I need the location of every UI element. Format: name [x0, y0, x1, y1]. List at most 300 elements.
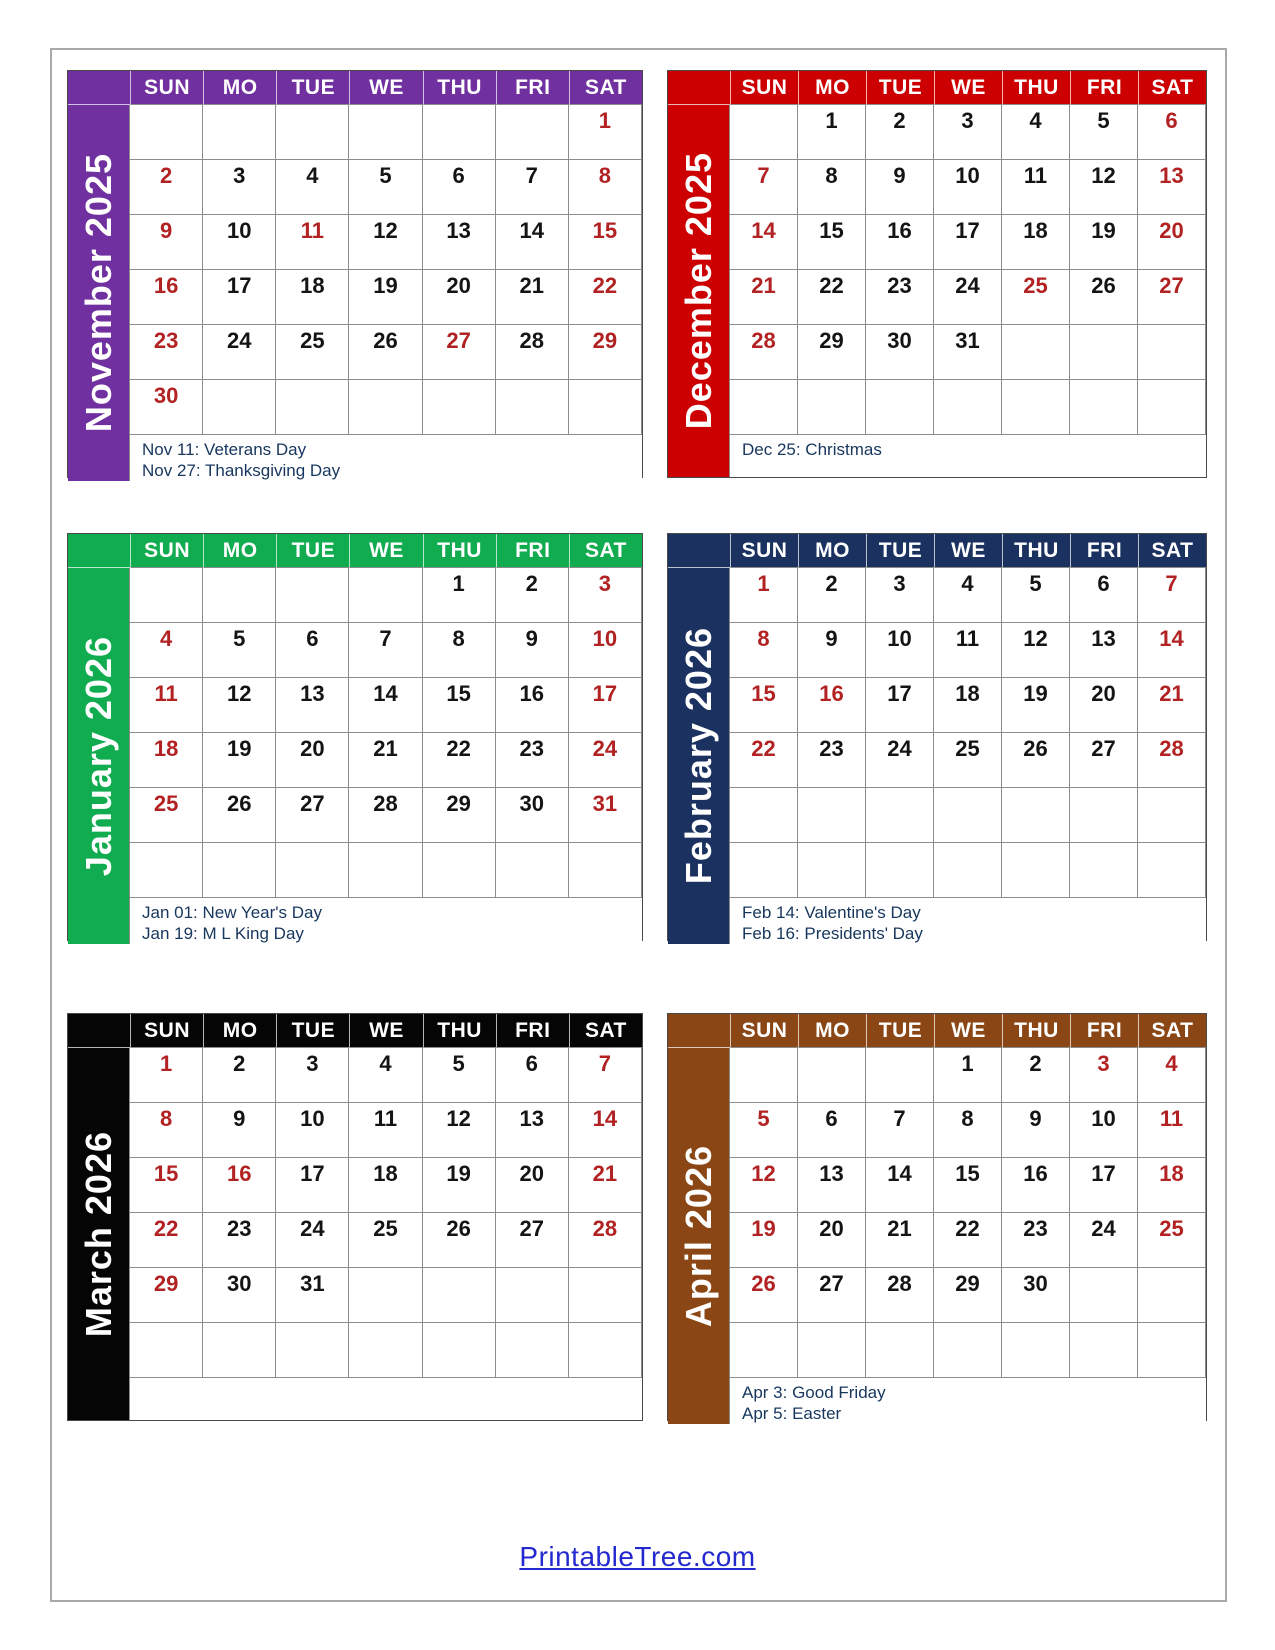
date-cell: 3 [276, 1048, 349, 1103]
date-cell: 9 [1002, 1103, 1070, 1158]
date-cell: 29 [934, 1268, 1002, 1323]
weekday-header: MO [203, 71, 276, 105]
date-cell: 8 [423, 623, 496, 678]
date-cell: 14 [496, 215, 569, 270]
date-cell: 16 [203, 1158, 276, 1213]
date-cell: 18 [1138, 1158, 1206, 1213]
weekday-header: SUN [730, 534, 798, 568]
date-cell: 29 [569, 325, 642, 380]
date-cell: 23 [203, 1213, 276, 1268]
date-cell: 24 [1070, 1213, 1138, 1268]
date-cell: 22 [798, 270, 866, 325]
date-cell-empty [730, 380, 798, 435]
date-cell-empty [130, 568, 203, 623]
date-cell: 7 [1138, 568, 1206, 623]
date-cell: 25 [130, 788, 203, 843]
date-cell: 10 [569, 623, 642, 678]
date-cell-empty [1002, 788, 1070, 843]
date-cell-empty [730, 105, 798, 160]
date-cell: 15 [730, 678, 798, 733]
date-cell-empty [349, 1268, 422, 1323]
holiday-notes [130, 898, 642, 944]
date-cell: 22 [730, 733, 798, 788]
date-cell: 27 [1138, 270, 1206, 325]
date-cell: 6 [798, 1103, 866, 1158]
date-cell-empty [203, 568, 276, 623]
weekday-header: TUE [276, 71, 349, 105]
calendar-march-2026 [67, 1013, 643, 1421]
date-cell-empty [496, 105, 569, 160]
date-cell-empty [276, 843, 349, 898]
date-cell: 5 [1070, 105, 1138, 160]
date-cell-empty [1138, 788, 1206, 843]
date-cell: 4 [130, 623, 203, 678]
holiday-note: Apr 3: Good Friday [742, 1383, 886, 1402]
date-cell: 17 [1070, 1158, 1138, 1213]
weekday-header: THU [1002, 534, 1070, 568]
weekday-header: SUN [730, 71, 798, 105]
date-cell: 3 [1070, 1048, 1138, 1103]
date-cell: 20 [1070, 678, 1138, 733]
date-cell: 13 [276, 678, 349, 733]
date-cell: 14 [730, 215, 798, 270]
date-cell: 19 [730, 1213, 798, 1268]
date-cell: 17 [866, 678, 934, 733]
date-cell: 5 [1002, 568, 1070, 623]
date-cell: 28 [496, 325, 569, 380]
date-cell: 28 [1138, 733, 1206, 788]
holiday-note: Jan 01: New Year's Day [142, 903, 322, 922]
date-cell: 19 [1002, 678, 1070, 733]
date-cell: 29 [130, 1268, 203, 1323]
date-cell-empty [203, 1323, 276, 1378]
date-cell: 6 [496, 1048, 569, 1103]
month-sidebar [68, 105, 130, 481]
date-cell: 30 [866, 325, 934, 380]
date-cell-empty [130, 1323, 203, 1378]
weekday-header: WE [349, 1014, 422, 1048]
date-cell: 15 [130, 1158, 203, 1213]
date-cell-empty [1070, 1268, 1138, 1323]
weekday-header: WE [934, 1014, 1002, 1048]
weekday-header: THU [423, 1014, 496, 1048]
weekday-header: SAT [569, 71, 642, 105]
date-cell: 15 [569, 215, 642, 270]
date-cell-empty [569, 380, 642, 435]
date-cell-empty [203, 105, 276, 160]
date-cell: 17 [203, 270, 276, 325]
date-cell: 27 [496, 1213, 569, 1268]
date-cell: 1 [934, 1048, 1002, 1103]
date-cell: 29 [798, 325, 866, 380]
date-cell-empty [1002, 380, 1070, 435]
corner-cell [668, 534, 730, 568]
date-cell: 5 [423, 1048, 496, 1103]
date-cell: 20 [1138, 215, 1206, 270]
date-cell-empty [730, 843, 798, 898]
date-cell: 16 [496, 678, 569, 733]
date-cell: 26 [423, 1213, 496, 1268]
date-cell: 1 [423, 568, 496, 623]
date-cell: 14 [569, 1103, 642, 1158]
date-cell-empty [1002, 1323, 1070, 1378]
weekday-header: SUN [130, 1014, 203, 1048]
date-cell: 15 [934, 1158, 1002, 1213]
holiday-note: Dec 25: Christmas [742, 440, 882, 459]
date-cell: 8 [730, 623, 798, 678]
date-cell: 8 [569, 160, 642, 215]
date-cell: 29 [423, 788, 496, 843]
date-cell-empty [423, 1268, 496, 1323]
date-cell: 27 [798, 1268, 866, 1323]
date-cell: 9 [866, 160, 934, 215]
date-cell: 22 [934, 1213, 1002, 1268]
date-cell: 10 [203, 215, 276, 270]
calendar-november-2025 [67, 70, 643, 478]
date-cell: 9 [203, 1103, 276, 1158]
weekday-header: MO [798, 71, 866, 105]
date-cell: 30 [1002, 1268, 1070, 1323]
date-cell: 17 [569, 678, 642, 733]
date-cell: 11 [1138, 1103, 1206, 1158]
date-cell: 5 [730, 1103, 798, 1158]
date-cell-empty [798, 380, 866, 435]
date-cell: 12 [203, 678, 276, 733]
weekday-header: WE [349, 71, 422, 105]
date-cell: 31 [934, 325, 1002, 380]
date-cell-empty [276, 380, 349, 435]
date-cell: 25 [934, 733, 1002, 788]
date-cell: 9 [496, 623, 569, 678]
date-cell-empty [569, 1268, 642, 1323]
date-cell: 24 [569, 733, 642, 788]
weekday-header: MO [798, 1014, 866, 1048]
date-cell: 27 [276, 788, 349, 843]
date-cell-empty [866, 843, 934, 898]
date-cell: 30 [496, 788, 569, 843]
date-cell: 14 [1138, 623, 1206, 678]
month-label: December 2025 [677, 152, 719, 430]
calendar-april-2026 [667, 1013, 1207, 1421]
date-cell: 31 [569, 788, 642, 843]
month-sidebar [668, 568, 730, 944]
weekday-header: FRI [496, 534, 569, 568]
date-cell: 9 [130, 215, 203, 270]
date-cell-empty [349, 1323, 422, 1378]
date-cell-empty [866, 788, 934, 843]
date-cell: 18 [934, 678, 1002, 733]
corner-cell [68, 71, 130, 105]
date-cell: 19 [349, 270, 422, 325]
weekday-header: SAT [569, 1014, 642, 1048]
date-cell: 11 [130, 678, 203, 733]
calendar-january-2026 [67, 533, 643, 941]
date-cell-empty [423, 1323, 496, 1378]
weekday-header: WE [934, 71, 1002, 105]
date-cell: 23 [130, 325, 203, 380]
date-cell: 13 [496, 1103, 569, 1158]
date-cell-empty [1138, 1323, 1206, 1378]
date-cell: 16 [130, 270, 203, 325]
date-cell: 24 [866, 733, 934, 788]
calendar-december-2025 [667, 70, 1207, 478]
date-cell: 4 [934, 568, 1002, 623]
date-cell: 11 [276, 215, 349, 270]
holiday-notes [730, 435, 1206, 477]
weekday-header: MO [798, 534, 866, 568]
date-cell: 1 [130, 1048, 203, 1103]
date-cell: 25 [1002, 270, 1070, 325]
date-cell: 10 [276, 1103, 349, 1158]
date-cell-empty [496, 1323, 569, 1378]
date-cell-empty [866, 380, 934, 435]
weekday-header: THU [1002, 71, 1070, 105]
holiday-note: Nov 27: Thanksgiving Day [142, 461, 341, 480]
date-cell: 8 [798, 160, 866, 215]
date-cell-empty [203, 380, 276, 435]
date-cell: 4 [349, 1048, 422, 1103]
date-cell-empty [349, 380, 422, 435]
weekday-header: MO [203, 534, 276, 568]
date-cell: 18 [1002, 215, 1070, 270]
date-cell: 6 [1138, 105, 1206, 160]
date-cell-empty [730, 1323, 798, 1378]
weekday-header: SAT [1138, 534, 1206, 568]
date-cell-empty [569, 1323, 642, 1378]
date-cell: 3 [934, 105, 1002, 160]
date-cell: 20 [798, 1213, 866, 1268]
date-cell: 6 [1070, 568, 1138, 623]
date-cell: 17 [276, 1158, 349, 1213]
date-cell: 2 [1002, 1048, 1070, 1103]
holiday-notes [130, 435, 642, 481]
weekday-header: FRI [1070, 534, 1138, 568]
month-label: February 2026 [677, 627, 719, 885]
date-cell: 18 [276, 270, 349, 325]
date-cell-empty [276, 1323, 349, 1378]
date-cell: 11 [1002, 160, 1070, 215]
date-cell: 10 [934, 160, 1002, 215]
date-cell: 20 [276, 733, 349, 788]
date-cell: 3 [569, 568, 642, 623]
date-cell: 21 [569, 1158, 642, 1213]
date-cell: 18 [349, 1158, 422, 1213]
date-cell: 16 [1002, 1158, 1070, 1213]
holiday-note: Feb 16: Presidents' Day [742, 924, 923, 943]
holiday-notes [730, 898, 1206, 944]
date-cell-empty [349, 568, 422, 623]
date-cell: 28 [349, 788, 422, 843]
date-cell-empty [934, 380, 1002, 435]
date-cell: 6 [423, 160, 496, 215]
date-cell: 15 [423, 678, 496, 733]
date-cell: 24 [203, 325, 276, 380]
weekday-header: TUE [276, 1014, 349, 1048]
date-cell: 2 [496, 568, 569, 623]
date-cell: 21 [1138, 678, 1206, 733]
corner-cell [68, 1014, 130, 1048]
date-cell: 30 [203, 1268, 276, 1323]
date-cell: 7 [730, 160, 798, 215]
weekday-header: SUN [730, 1014, 798, 1048]
date-cell-empty [1070, 843, 1138, 898]
date-cell-empty [1070, 788, 1138, 843]
date-cell: 12 [349, 215, 422, 270]
date-cell: 1 [730, 568, 798, 623]
date-cell: 7 [569, 1048, 642, 1103]
month-label: March 2026 [77, 1130, 119, 1338]
printabletree-link[interactable]: PrintableTree.com [519, 1541, 756, 1572]
weekday-header: SAT [1138, 71, 1206, 105]
date-cell: 26 [203, 788, 276, 843]
date-cell: 10 [866, 623, 934, 678]
date-cell: 23 [798, 733, 866, 788]
date-cell: 13 [1138, 160, 1206, 215]
date-cell-empty [1002, 843, 1070, 898]
date-cell-empty [423, 105, 496, 160]
date-cell: 19 [203, 733, 276, 788]
date-cell: 3 [866, 568, 934, 623]
month-sidebar [668, 105, 730, 477]
month-sidebar [668, 1048, 730, 1424]
date-cell: 23 [1002, 1213, 1070, 1268]
date-cell-empty [1138, 1268, 1206, 1323]
weekday-header: THU [423, 71, 496, 105]
date-cell: 12 [1070, 160, 1138, 215]
weekday-header: SUN [130, 71, 203, 105]
date-cell: 13 [423, 215, 496, 270]
date-cell-empty [1070, 380, 1138, 435]
date-cell: 11 [349, 1103, 422, 1158]
weekday-header: FRI [1070, 1014, 1138, 1048]
corner-cell [668, 1014, 730, 1048]
date-cell: 5 [349, 160, 422, 215]
date-cell-empty [866, 1048, 934, 1103]
month-label: April 2026 [677, 1144, 719, 1328]
date-cell-empty [1138, 325, 1206, 380]
date-cell: 22 [130, 1213, 203, 1268]
weekday-header: WE [349, 534, 422, 568]
date-cell-empty [798, 788, 866, 843]
date-cell: 30 [130, 380, 203, 435]
date-cell: 7 [349, 623, 422, 678]
date-cell-empty [798, 843, 866, 898]
date-cell-empty [866, 1323, 934, 1378]
holiday-note: Apr 5: Easter [742, 1404, 842, 1423]
date-cell: 2 [798, 568, 866, 623]
date-cell-empty [1070, 325, 1138, 380]
date-cell: 26 [730, 1268, 798, 1323]
date-cell: 3 [203, 160, 276, 215]
date-cell: 18 [130, 733, 203, 788]
date-cell-empty [730, 1048, 798, 1103]
date-cell: 8 [130, 1103, 203, 1158]
date-cell: 2 [866, 105, 934, 160]
date-cell: 8 [934, 1103, 1002, 1158]
weekday-header: TUE [866, 1014, 934, 1048]
weekday-header: SAT [569, 534, 642, 568]
date-cell: 6 [276, 623, 349, 678]
date-cell-empty [349, 843, 422, 898]
date-cell-empty [276, 568, 349, 623]
date-cell-empty [1138, 380, 1206, 435]
date-cell: 25 [1138, 1213, 1206, 1268]
date-cell-empty [130, 843, 203, 898]
month-label: November 2025 [77, 153, 119, 433]
weekday-header: THU [423, 534, 496, 568]
date-cell-empty [130, 105, 203, 160]
date-cell-empty [496, 843, 569, 898]
date-cell: 27 [1070, 733, 1138, 788]
holiday-notes [730, 1378, 1206, 1424]
date-cell: 24 [934, 270, 1002, 325]
date-cell-empty [423, 843, 496, 898]
date-cell: 28 [569, 1213, 642, 1268]
date-cell: 21 [866, 1213, 934, 1268]
month-label: January 2026 [77, 635, 119, 877]
date-cell: 28 [730, 325, 798, 380]
corner-cell [668, 71, 730, 105]
holiday-note: Jan 19: M L King Day [142, 924, 304, 943]
date-cell: 14 [349, 678, 422, 733]
holiday-notes [130, 1378, 642, 1420]
weekday-header: TUE [866, 71, 934, 105]
date-cell: 11 [934, 623, 1002, 678]
date-cell: 1 [569, 105, 642, 160]
date-cell-empty [1070, 1323, 1138, 1378]
month-sidebar [68, 568, 130, 944]
date-cell: 16 [798, 678, 866, 733]
date-cell: 25 [276, 325, 349, 380]
holiday-note: Feb 14: Valentine's Day [742, 903, 921, 922]
date-cell-empty [934, 1323, 1002, 1378]
weekday-header: WE [934, 534, 1002, 568]
weekday-header: SAT [1138, 1014, 1206, 1048]
date-cell: 24 [276, 1213, 349, 1268]
date-cell-empty [276, 105, 349, 160]
date-cell-empty [1002, 325, 1070, 380]
date-cell-empty [349, 105, 422, 160]
date-cell: 10 [1070, 1103, 1138, 1158]
date-cell-empty [569, 843, 642, 898]
date-cell: 4 [1002, 105, 1070, 160]
date-cell: 25 [349, 1213, 422, 1268]
date-cell: 13 [798, 1158, 866, 1213]
date-cell: 12 [1002, 623, 1070, 678]
date-cell: 20 [423, 270, 496, 325]
date-cell: 27 [423, 325, 496, 380]
date-cell: 15 [798, 215, 866, 270]
date-cell-empty [1138, 843, 1206, 898]
date-cell: 2 [203, 1048, 276, 1103]
date-cell: 19 [1070, 215, 1138, 270]
date-cell-empty [798, 1048, 866, 1103]
date-cell: 31 [276, 1268, 349, 1323]
date-cell-empty [934, 843, 1002, 898]
month-sidebar [68, 1048, 130, 1420]
date-cell: 7 [496, 160, 569, 215]
holiday-note: Nov 11: Veterans Day [142, 440, 307, 459]
date-cell-empty [496, 380, 569, 435]
date-cell: 19 [423, 1158, 496, 1213]
date-cell: 21 [730, 270, 798, 325]
weekday-header: SUN [130, 534, 203, 568]
corner-cell [68, 534, 130, 568]
date-cell: 2 [130, 160, 203, 215]
weekday-header: TUE [866, 534, 934, 568]
date-cell: 22 [423, 733, 496, 788]
weekday-header: THU [1002, 1014, 1070, 1048]
